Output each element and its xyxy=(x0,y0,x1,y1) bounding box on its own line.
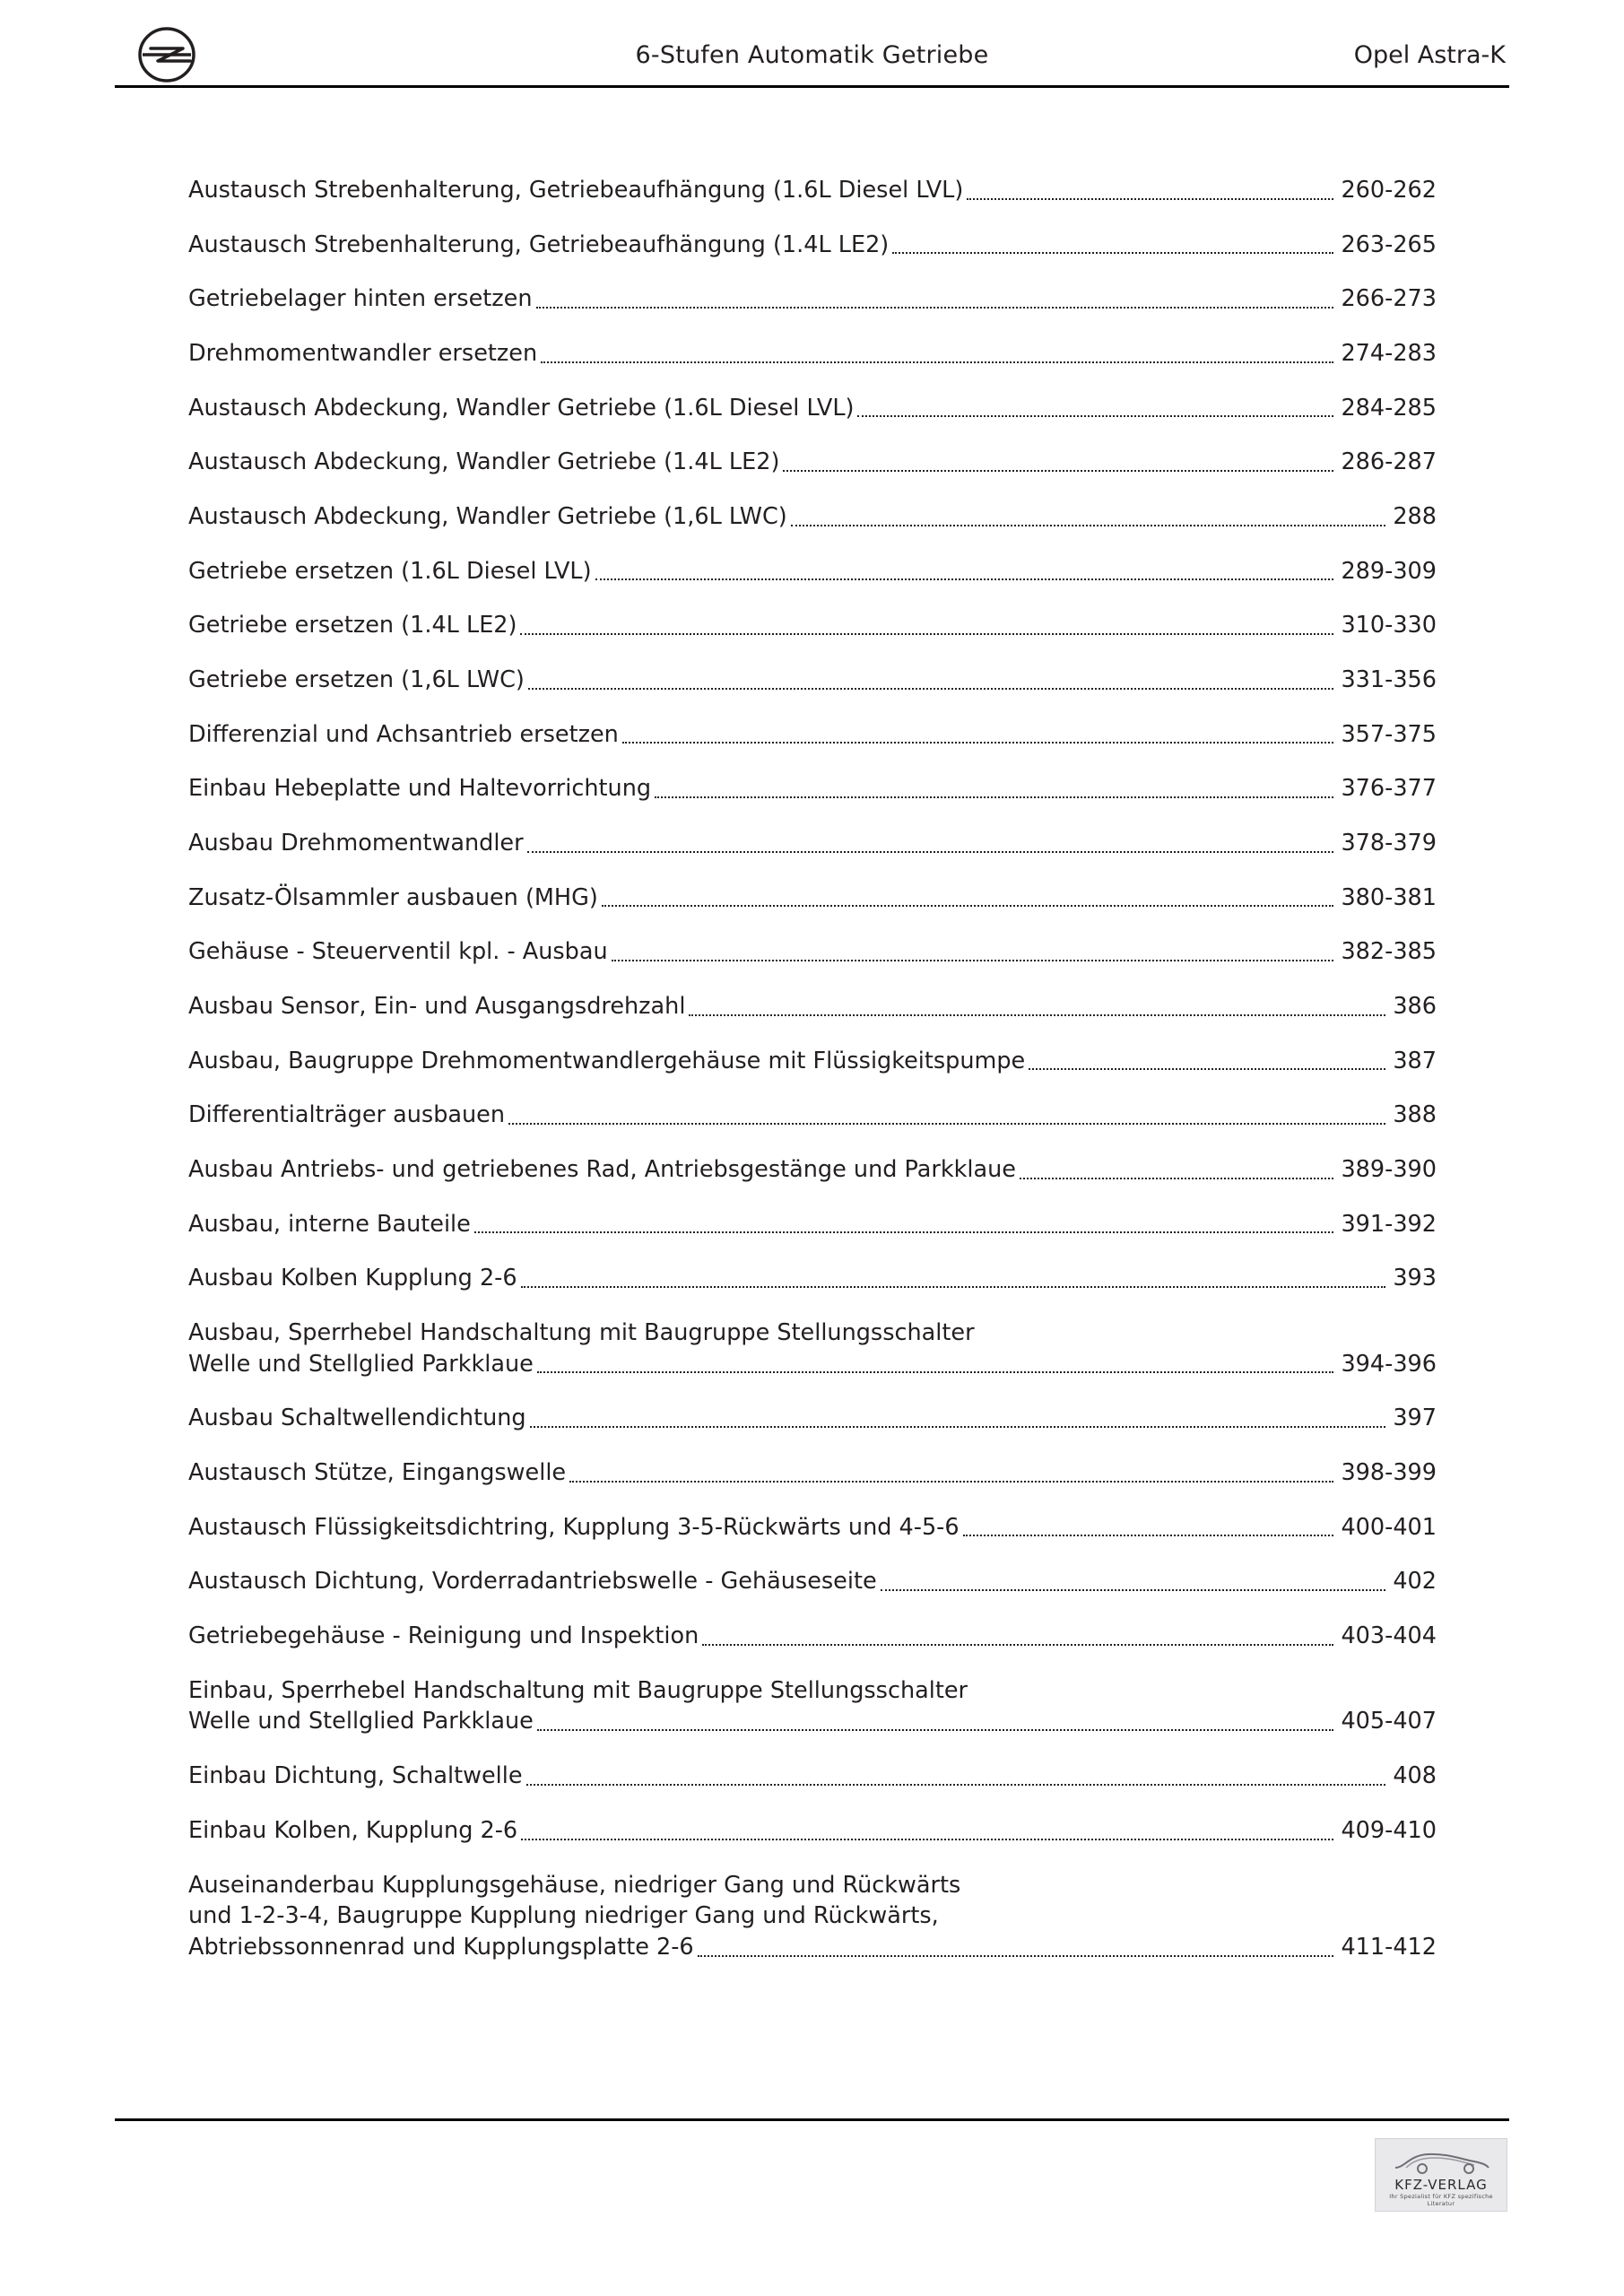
toc-entry-line xyxy=(188,1046,1437,1077)
toc-leader-dots xyxy=(881,1588,1386,1591)
toc-entry[interactable] xyxy=(188,556,1437,587)
toc-entry-line xyxy=(188,1706,1437,1737)
page-title: 6-Stufen Automatik Getriebe xyxy=(635,41,989,69)
toc-leader-dots xyxy=(521,1838,1333,1840)
toc-entry-title: Einbau Dichtung, Schaltwelle xyxy=(188,1762,523,1790)
toc-entry-line xyxy=(188,991,1437,1022)
toc-entry-page: 284-285 xyxy=(1341,394,1437,422)
toc-entry-line xyxy=(188,610,1437,641)
toc-entry-title: Einbau Hebeplatte und Haltevorrichtung xyxy=(188,775,652,803)
toc-entry-page: 397 xyxy=(1393,1405,1437,1432)
toc-entry-line xyxy=(188,393,1437,424)
toc-entry-title: Getriebe ersetzen (1.4L LE2) xyxy=(188,612,517,639)
toc-leader-dots xyxy=(702,1643,1333,1646)
toc-entry[interactable] xyxy=(188,1263,1437,1294)
toc-entry[interactable] xyxy=(188,1815,1437,1847)
toc-entry-page: 387 xyxy=(1393,1047,1437,1074)
toc-entry-title: Ausbau, Baugruppe Drehmomentwandlergehäuse mit Flüssigkeitspumpe xyxy=(188,1047,1026,1074)
toc-entry[interactable] xyxy=(188,1566,1437,1597)
toc-entry-line: und 1-2-3-4, Baugruppe Kupplung niedriger Gang und Rückwärts, xyxy=(188,1902,939,1930)
toc-entry-line xyxy=(188,1403,1437,1434)
toc-entry-title: Austausch Flüssigkeitsdichtring, Kupplung 3-5-Rückwärts und 4-5-6 xyxy=(188,1513,960,1541)
toc-entry-title: Austausch Strebenhalterung, Getriebeaufhängung (1.4L LE2) xyxy=(188,230,890,258)
toc-entry-line xyxy=(188,1263,1437,1294)
toc-entry-line xyxy=(188,230,1437,261)
toc-entry[interactable] xyxy=(188,1046,1437,1077)
toc-leader-dots xyxy=(508,1122,1385,1125)
kfz-verlag-logo xyxy=(1375,2138,1507,2212)
toc-entry-line xyxy=(188,665,1437,696)
toc-entry[interactable] xyxy=(188,883,1437,914)
toc-entry-page: 386 xyxy=(1393,993,1437,1021)
toc-leader-dots xyxy=(526,1783,1386,1786)
toc-entry-line xyxy=(188,828,1437,859)
toc-leader-dots xyxy=(528,687,1334,690)
toc-leader-dots xyxy=(569,1480,1333,1483)
toc-entry-page: 382-385 xyxy=(1341,938,1437,966)
toc-entry-page: 378-379 xyxy=(1341,830,1437,857)
toc-entry-page: 398-399 xyxy=(1341,1459,1437,1487)
header-divider xyxy=(115,85,1509,88)
toc-entry-title: Austausch Strebenhalterung, Getriebeaufhängung (1.6L Diesel LVL) xyxy=(188,177,964,204)
toc-entry[interactable] xyxy=(188,773,1437,804)
toc-entry[interactable] xyxy=(188,1870,1437,1963)
toc-entry[interactable] xyxy=(188,230,1437,261)
toc-entry-page: 289-309 xyxy=(1341,557,1437,585)
footer-brand-subtitle: Ihr Spezialist für KFZ spezifische Literatur xyxy=(1389,2193,1493,2207)
toc-entry[interactable] xyxy=(188,1512,1437,1544)
toc-entry-title: Gehäuse - Steuerventil kpl. - Ausbau xyxy=(188,938,608,966)
footer-divider xyxy=(115,2118,1509,2121)
toc-entry-title: Differentialträger ausbauen xyxy=(188,1101,506,1129)
page-footer xyxy=(115,2118,1509,2217)
toc-entry-title: Austausch Abdeckung, Wandler Getriebe (1,6L LWC) xyxy=(188,503,787,531)
toc-leader-dots xyxy=(612,959,1334,961)
toc-entry-line xyxy=(188,556,1437,587)
toc-leader-dots xyxy=(530,1425,1386,1428)
toc-entry-extra-lines xyxy=(188,1675,1437,1707)
toc-entry[interactable] xyxy=(188,1100,1437,1131)
toc-entry-page: 286-287 xyxy=(1341,448,1437,476)
toc-entry-line xyxy=(188,1457,1437,1489)
toc-entry[interactable] xyxy=(188,175,1437,206)
toc-entry-page: 405-407 xyxy=(1341,1708,1437,1735)
toc-leader-dots xyxy=(698,1954,1334,1957)
toc-leader-dots xyxy=(521,1285,1386,1288)
toc-entry-line xyxy=(188,338,1437,370)
toc-entry-title: Austausch Dichtung, Vorderradantriebswelle - Gehäuseseite xyxy=(188,1568,877,1596)
toc-entry-line xyxy=(188,501,1437,533)
toc-entry-title: Ausbau Schaltwellendichtung xyxy=(188,1405,526,1432)
toc-leader-dots xyxy=(963,1534,1334,1536)
toc-entry-title: Einbau Kolben, Kupplung 2-6 xyxy=(188,1816,518,1844)
toc-entry-title: Zusatz-Ölsammler ausbauen (MHG) xyxy=(188,883,598,911)
toc-leader-dots xyxy=(1029,1067,1385,1070)
toc-entry-page: 388 xyxy=(1393,1101,1437,1129)
toc-entry-title: Ausbau Sensor, Ein- und Ausgangsdrehzahl xyxy=(188,993,686,1021)
toc-entry[interactable] xyxy=(188,447,1437,478)
toc-entry[interactable] xyxy=(188,665,1437,696)
toc-entry-title: Ausbau Drehmomentwandler xyxy=(188,830,524,857)
toc-leader-dots xyxy=(541,361,1333,363)
toc-entry[interactable] xyxy=(188,393,1437,424)
toc-entry-page: 403-404 xyxy=(1341,1622,1437,1650)
toc-entry-title: Ausbau Kolben Kupplung 2-6 xyxy=(188,1265,517,1292)
toc-leader-dots xyxy=(474,1231,1334,1233)
toc-entry-title: Austausch Stütze, Eingangswelle xyxy=(188,1459,567,1487)
toc-entry-page: 357-375 xyxy=(1341,720,1437,748)
toc-entry-line xyxy=(188,773,1437,804)
toc-entry-page: 260-262 xyxy=(1341,177,1437,204)
toc-entry-page: 400-401 xyxy=(1341,1513,1437,1541)
toc-entry-title: Abtriebssonnenrad und Kupplungsplatte 2-6 xyxy=(188,1933,694,1961)
footer-brand-label: KFZ-VERLAG xyxy=(1394,2177,1488,2193)
toc-entry[interactable] xyxy=(188,1675,1437,1737)
toc-entry-line: Auseinanderbau Kupplungsgehäuse, niedriger Gang und Rückwärts xyxy=(188,1871,961,1899)
toc-entry-page: 409-410 xyxy=(1341,1816,1437,1844)
toc-entry-page: 394-396 xyxy=(1341,1350,1437,1378)
table-of-contents xyxy=(188,175,1437,1987)
toc-entry-page: 310-330 xyxy=(1341,612,1437,639)
toc-entry-page: 331-356 xyxy=(1341,666,1437,694)
toc-entry-line xyxy=(188,1621,1437,1652)
toc-entry[interactable] xyxy=(188,610,1437,641)
toc-leader-dots xyxy=(622,741,1334,744)
toc-leader-dots xyxy=(783,469,1333,472)
toc-entry-title: Drehmomentwandler ersetzen xyxy=(188,340,538,368)
toc-entry-line xyxy=(188,1932,1437,1963)
toc-entry-title: Welle und Stellglied Parkklaue xyxy=(188,1708,534,1735)
toc-leader-dots xyxy=(536,306,1334,309)
toc-entry[interactable] xyxy=(188,1154,1437,1186)
toc-entry[interactable] xyxy=(188,338,1437,370)
toc-entry-page: 402 xyxy=(1393,1568,1437,1596)
toc-entry-title: Getriebegehäuse - Reinigung und Inspektion xyxy=(188,1622,699,1650)
toc-leader-dots xyxy=(520,632,1333,635)
toc-entry-line xyxy=(188,1100,1437,1131)
toc-entry-title: Getriebe ersetzen (1.6L Diesel LVL) xyxy=(188,557,592,585)
toc-entry-page: 288 xyxy=(1393,503,1437,531)
toc-entry-extra-lines xyxy=(188,1318,1437,1349)
toc-entry-line xyxy=(188,1209,1437,1240)
toc-entry-line xyxy=(188,1566,1437,1597)
toc-leader-dots xyxy=(527,850,1334,853)
toc-entry-line xyxy=(188,719,1437,751)
toc-entry-line xyxy=(188,883,1437,914)
car-icon xyxy=(1392,2146,1492,2175)
toc-entry-title: Getriebe ersetzen (1,6L LWC) xyxy=(188,666,525,694)
toc-leader-dots xyxy=(857,414,1333,417)
toc-entry-page: 411-412 xyxy=(1341,1933,1437,1961)
toc-entry-line xyxy=(188,1349,1437,1380)
toc-entry-line xyxy=(188,1154,1437,1186)
toc-entry-line xyxy=(188,1761,1437,1792)
toc-entry[interactable] xyxy=(188,719,1437,751)
toc-leader-dots xyxy=(602,904,1334,907)
toc-leader-dots xyxy=(892,251,1333,254)
toc-entry-page: 263-265 xyxy=(1341,230,1437,258)
toc-entry[interactable] xyxy=(188,991,1437,1022)
toc-entry-line xyxy=(188,175,1437,206)
toc-entry-title: Getriebelager hinten ersetzen xyxy=(188,285,533,313)
toc-entry-line xyxy=(188,936,1437,968)
toc-entry-title: Austausch Abdeckung, Wandler Getriebe (1.6L Diesel LVL) xyxy=(188,394,855,422)
toc-leader-dots xyxy=(537,1728,1334,1731)
page-header xyxy=(115,25,1509,95)
toc-entry[interactable] xyxy=(188,1457,1437,1489)
toc-entry-line xyxy=(188,1815,1437,1847)
toc-entry-line xyxy=(188,283,1437,315)
toc-entry-extra-lines xyxy=(188,1870,1437,1932)
toc-entry-page: 389-390 xyxy=(1341,1156,1437,1184)
toc-entry[interactable] xyxy=(188,1209,1437,1240)
toc-leader-dots xyxy=(655,796,1333,798)
toc-entry[interactable] xyxy=(188,283,1437,315)
toc-entry-title: Ausbau Antriebs- und getriebenes Rad, Antriebsgestänge und Parkklaue xyxy=(188,1156,1016,1184)
toc-entry-title: Ausbau, interne Bauteile xyxy=(188,1210,471,1238)
toc-entry-title: Welle und Stellglied Parkklaue xyxy=(188,1350,534,1378)
toc-entry-page: 266-273 xyxy=(1341,285,1437,313)
toc-leader-dots xyxy=(791,524,1386,526)
toc-leader-dots xyxy=(537,1370,1334,1373)
toc-entry[interactable] xyxy=(188,1403,1437,1434)
toc-entry[interactable] xyxy=(188,936,1437,968)
toc-entry-line xyxy=(188,447,1437,478)
toc-entry-page: 391-392 xyxy=(1341,1210,1437,1238)
toc-entry[interactable] xyxy=(188,1621,1437,1652)
toc-entry-page: 393 xyxy=(1393,1265,1437,1292)
toc-entry-line: Ausbau, Sperrhebel Handschaltung mit Baugruppe Stellungsschalter xyxy=(188,1319,975,1347)
toc-entry[interactable] xyxy=(188,828,1437,859)
toc-entry-line: Einbau, Sperrhebel Handschaltung mit Baugruppe Stellungsschalter xyxy=(188,1676,968,1704)
toc-leader-dots xyxy=(595,578,1334,580)
toc-entry[interactable] xyxy=(188,501,1437,533)
toc-entry-page: 380-381 xyxy=(1341,883,1437,911)
toc-entry-title: Differenzial und Achsantrieb ersetzen xyxy=(188,720,619,748)
toc-leader-dots xyxy=(689,1013,1385,1016)
toc-entry-page: 376-377 xyxy=(1341,775,1437,803)
toc-entry[interactable] xyxy=(188,1318,1437,1379)
toc-entry-page: 274-283 xyxy=(1341,340,1437,368)
toc-entry-title: Austausch Abdeckung, Wandler Getriebe (1.4L LE2) xyxy=(188,448,780,476)
toc-leader-dots xyxy=(967,197,1333,200)
vehicle-model-label: Opel Astra-K xyxy=(1353,41,1506,69)
toc-entry-line xyxy=(188,1512,1437,1544)
toc-entry[interactable] xyxy=(188,1761,1437,1792)
toc-leader-dots xyxy=(1020,1177,1333,1179)
toc-entry-page: 408 xyxy=(1393,1762,1437,1790)
